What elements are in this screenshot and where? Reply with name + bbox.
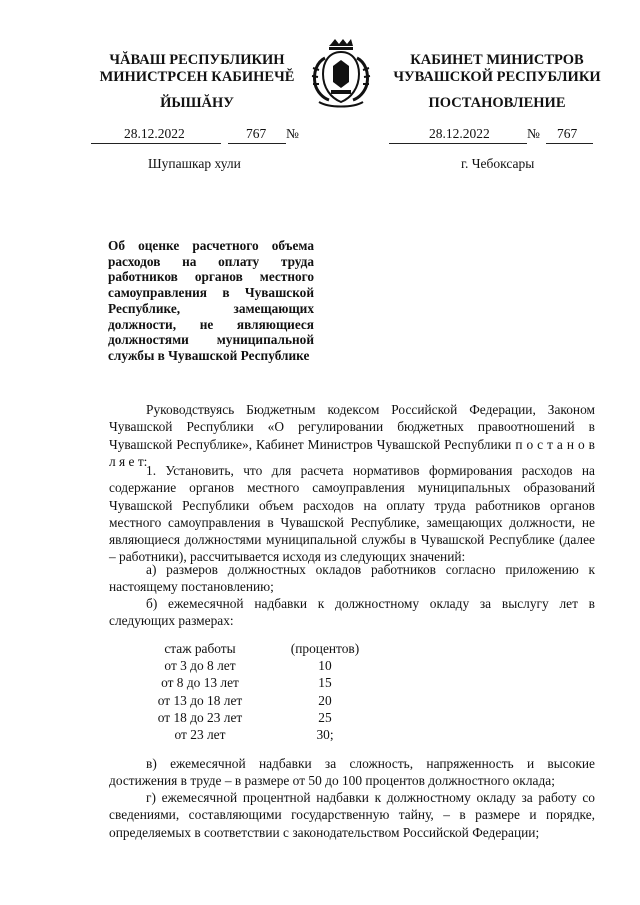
seniority-rates-table [140, 640, 390, 743]
table-cell-range: от 18 до 23 лет [157, 709, 243, 725]
chuvash-emblem-icon [299, 38, 383, 110]
document-title: Об оценке расчетного объема расходов на оплату труда работников органов местного самоуправления в Чувашской Республике, замещающих должности, не являющиеся должностями муниципальной службы в Чувашской Республике [108, 238, 314, 363]
right-date-underline [389, 143, 527, 144]
table-row [140, 726, 390, 743]
header-left-org [82, 52, 312, 86]
header-left-doc-type: ЙЫШĂНУ [160, 95, 234, 111]
header-right-org [377, 52, 617, 86]
intro-paragraph: Руководствуясь Бюджетным кодексом Российской Федерации, Законом Чувашской Республики «О регулировании бюджетных правоотношений в Чувашской Республике», Кабинет Министров Чувашской Республики п о с т а н о в л я е т: [109, 402, 595, 469]
table-cell-range: от 3 до 8 лет [164, 658, 236, 674]
table-header-percent: (процентов) [290, 641, 360, 656]
header-right-line2: ЧУВАШСКОЙ РЕСПУБЛИКИ [393, 69, 601, 85]
left-date: 28.12.2022 [124, 126, 185, 141]
right-number: 767 [557, 126, 578, 141]
table-row [140, 709, 390, 726]
left-number-underline [228, 143, 286, 144]
right-city: г. Чебоксары [461, 156, 535, 171]
left-number-sign: № [286, 126, 299, 141]
right-date: 28.12.2022 [429, 126, 490, 141]
table-row [140, 692, 390, 709]
left-number: 767 [246, 126, 267, 141]
table-cell-percent: 15 [318, 675, 332, 691]
header-right-line1: КАБИНЕТ МИНИСТРОВ [410, 52, 584, 68]
table-header-row [140, 640, 390, 657]
right-number-sign: № [527, 126, 540, 141]
paragraph-g: г) ежемесячной процентной надбавки к должностному окладу за работу со сведениями, составляющими государственную тайну, – в размере и порядке, определяемых в соответствии с законодательством Российской Федерации; [109, 790, 595, 840]
paragraph-v: в) ежемесячной надбавки за сложность, напряженность и высокие достижения в труде – в размере от 50 до 100 процентов должностного оклада; [109, 756, 595, 789]
table-cell-percent: 20 [318, 692, 332, 708]
left-city: Шупашкар хули [148, 156, 241, 171]
right-number-underline [546, 143, 593, 144]
table-cell-range: от 23 лет [174, 727, 226, 743]
table-row [140, 657, 390, 674]
paragraph-a: а) размеров должностных окладов работников согласно приложению к настоящему постановлению; [109, 562, 595, 595]
table-row [140, 674, 390, 691]
paragraph-1: 1. Установить, что для расчета нормативов формирования расходов на содержание органов местного самоуправления муниципальных образований Чувашской Республики объем расходов на оплату труда работников органов местного самоуправления в Чувашской Республике, замещающих должности, не являющиеся должностями муниципальной службы в Чувашской Республике (далее – работники), рассчитывается исходя из следующих значений: [109, 463, 595, 565]
header-left-line2: МИНИСТРСЕН КАБИНЕЧĔ [99, 69, 295, 85]
table-cell-percent: 25 [318, 709, 332, 725]
table-cell-range: от 13 до 18 лет [157, 692, 243, 708]
paragraph-b: б) ежемесячной надбавки к должностному окладу за выслугу лет в следующих размерах: [109, 596, 595, 629]
table-cell-percent: 30; [316, 727, 334, 743]
header-left-line1: ЧĂВАШ РЕСПУБЛИКИН [109, 52, 285, 68]
header-right-doc-type: ПОСТАНОВЛЕНИЕ [428, 95, 566, 111]
left-date-underline [91, 143, 221, 144]
table-cell-percent: 10 [318, 658, 332, 674]
table-cell-range: от 8 до 13 лет [161, 675, 239, 691]
table-header-experience: стаж работы [164, 641, 236, 656]
